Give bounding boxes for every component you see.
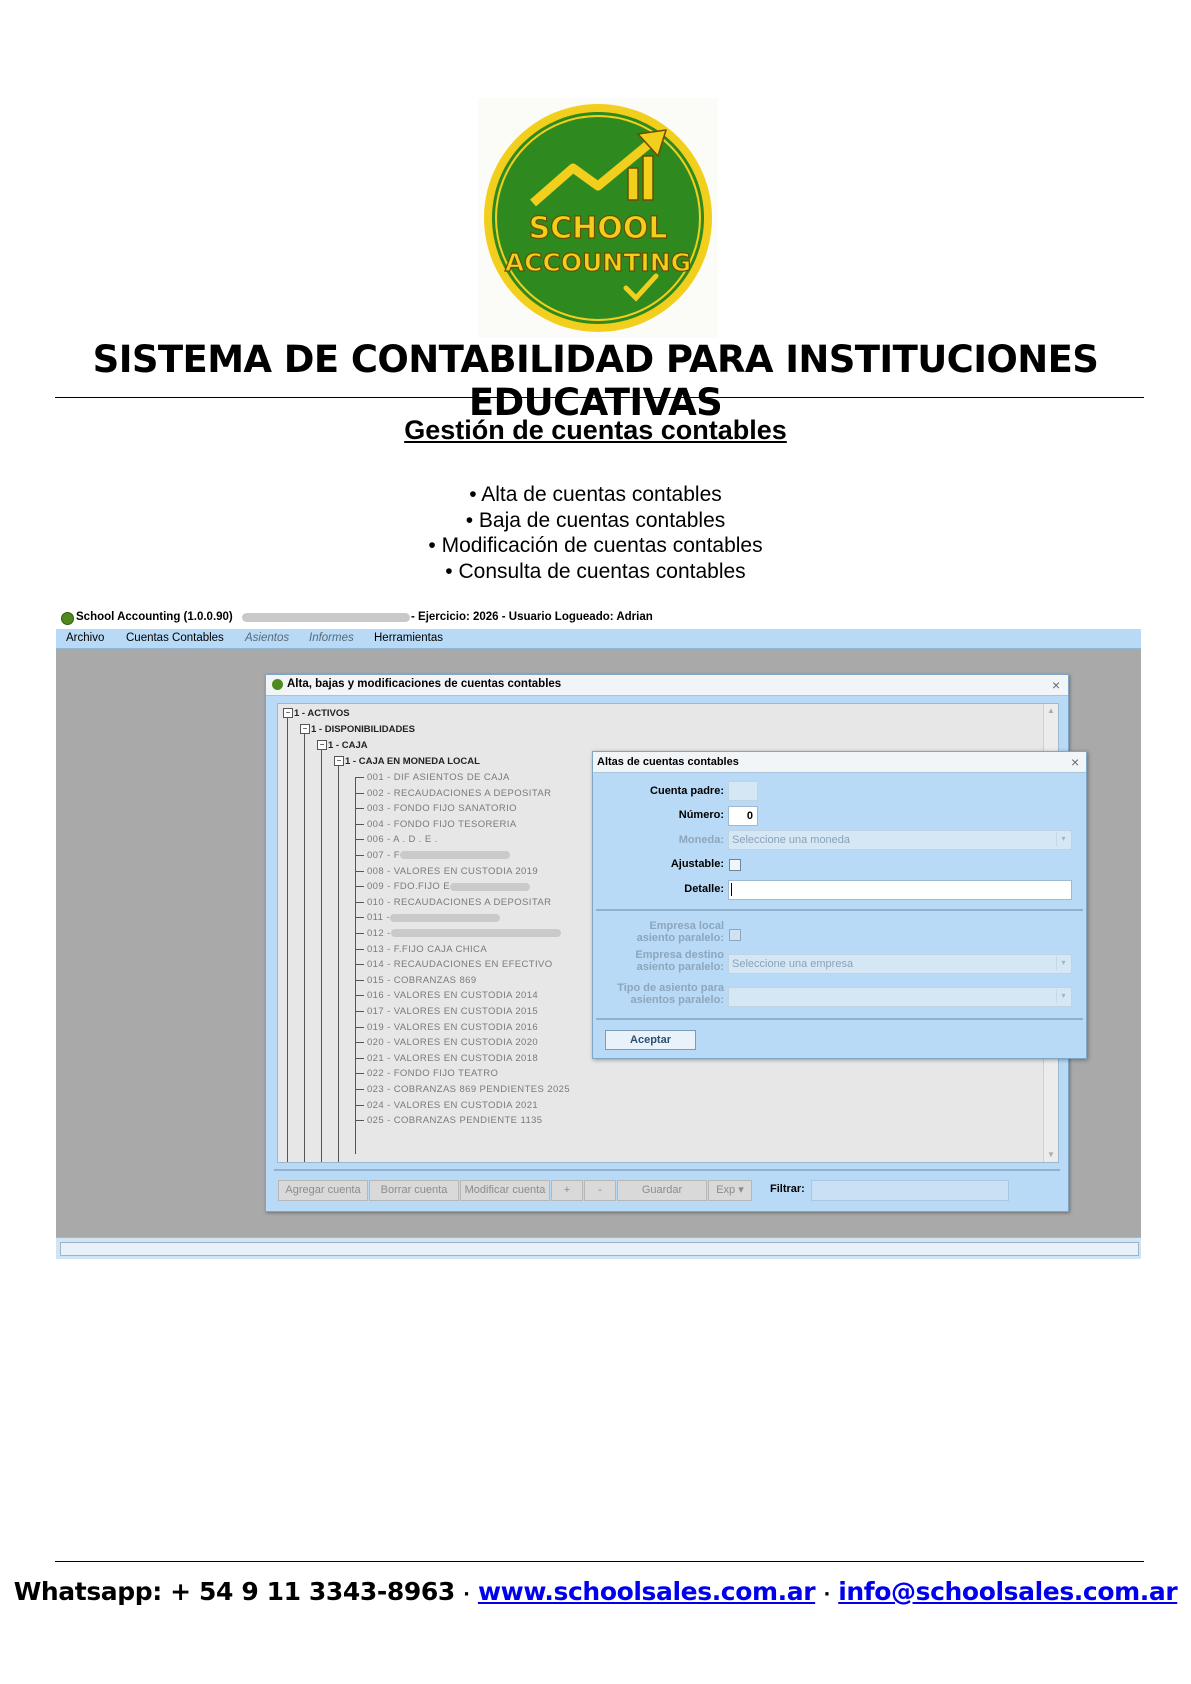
menubar [56,629,1141,649]
tree-branch [355,839,364,840]
export-label: Exp [716,1184,736,1196]
feature-item: • Modificación de cuentas contables [428,534,763,557]
tree-leaf[interactable] [367,944,487,955]
tree-leaf-label: 017 - VALORES EN CUSTODIA 2015 [367,1006,539,1017]
feature-item: • Consulta de cuentas contables [445,559,746,583]
tree-leaf[interactable] [367,803,517,814]
tree-branch [355,1058,364,1059]
whatsapp-contact: Whatsapp: + 54 9 11 3343-8963 [13,1577,455,1606]
tree-leaf[interactable] [367,866,538,877]
tree-leaf[interactable] [367,1115,543,1126]
tree-leaf-label: 020 - VALORES EN CUSTODIA 2020 [367,1037,539,1049]
tree-branch [355,1073,364,1074]
collapse-icon[interactable]: − [283,708,293,718]
tree-leaf[interactable] [367,1068,498,1079]
divider-bottom [55,1561,1144,1562]
website-link[interactable]: www.schoolsales.com.ar [477,1577,816,1606]
expand-all-button[interactable]: + [551,1180,583,1201]
tree-leaf[interactable] [367,928,561,939]
app-logo-icon [272,679,283,690]
close-icon[interactable]: × [1071,754,1080,770]
tree-leaf-label: 010 - RECAUDACIONES A DEPOSITAR [367,896,552,908]
email-link[interactable]: info@schoolsales.com.ar [838,1577,1178,1606]
app-titlebar [56,607,1141,629]
tree-node[interactable]: 1 - ACTIVOS [294,708,350,719]
tree-leaf-label: 008 - VALORES EN CUSTODIA 2019 [367,865,539,877]
adjustable-checkbox[interactable] [729,859,741,871]
tree-branch [355,793,364,794]
feature-item: • Baja de cuentas contables [465,508,726,532]
scroll-up-icon[interactable]: ▲ [1047,706,1055,715]
number-label: Número: [678,809,724,821]
tree-leaf[interactable] [367,1022,538,1033]
new-account-titlebar [593,752,1086,773]
redacted-text [391,929,561,937]
entry-type-label-line1: Tipo de asiento para [617,982,724,994]
tree-leaf-label: 024 - VALORES EN CUSTODIA 2021 [367,1099,539,1111]
tree-branch [355,933,364,934]
app-screenshot [56,607,1141,1258]
tree-leaf-label: 002 - RECAUDACIONES A DEPOSITAR [367,787,552,799]
tree-leaf-label: 015 - COBRANZAS 869 [367,974,477,986]
tree-leaf[interactable] [367,819,517,830]
modify-account-button[interactable]: Modificar cuenta [460,1180,550,1201]
scroll-down-icon[interactable]: ▼ [1047,1150,1055,1159]
entry-type-label [617,982,724,1006]
tree-branch [355,777,364,778]
text-cursor [731,883,732,896]
separator-dot: · [463,1584,470,1605]
contact-footer [0,1577,1191,1606]
menu-herramientas[interactable]: Herramientas [374,632,444,644]
collapse-icon[interactable]: − [300,724,310,734]
entry-type-label-line2: asientos paralelo: [630,994,724,1006]
accounts-toolbar [278,1180,1058,1202]
tree-guide [304,732,305,1162]
tree-leaf-label: 023 - COBRANZAS 869 PENDIENTES 2025 [367,1084,571,1095]
target-company-select[interactable] [728,954,1072,974]
feature-list [0,482,1191,584]
divider [596,1018,1083,1020]
tree-branch [355,980,364,981]
local-company-label-line2: asiento paralelo: [636,932,724,944]
tree-node[interactable]: 1 - DISPONIBILIDADES [311,724,415,735]
divider-top [55,397,1144,398]
tree-leaf-label: 022 - FONDO FIJO TEATRO [367,1068,499,1080]
export-dropdown[interactable] [708,1180,752,1201]
tree-leaf[interactable] [367,959,553,970]
tree-leaf[interactable] [367,1084,570,1095]
chevron-down-icon: ▾ [1056,832,1070,846]
chevron-down-icon: ▾ [738,1184,744,1196]
entry-type-select[interactable] [728,987,1072,1007]
delete-account-button[interactable]: Borrar cuenta [369,1180,459,1201]
save-button[interactable]: Guardar [617,1180,707,1201]
app-title: School Accounting (1.0.0.90) [76,611,233,623]
tree-branch [355,1120,364,1121]
tree-guide [287,716,288,1162]
currency-placeholder: Seleccione una moneda [732,834,851,846]
tree-leaf-label: 001 - DIF ASIENTOS DE CAJA [367,772,510,783]
tree-leaf[interactable] [367,1053,538,1064]
tree-branch [355,871,364,872]
redacted-text [390,914,500,922]
currency-select[interactable] [728,830,1072,850]
tree-branch [355,886,364,887]
tree-node[interactable]: 1 - CAJA EN MONEDA LOCAL [345,756,480,767]
tree-leaf[interactable] [367,834,438,845]
tree-leaf[interactable] [367,1006,538,1017]
tree-leaf[interactable] [367,897,551,908]
school-accounting-logo [478,98,718,338]
app-session-info: - Ejercicio: 2026 - Usuario Logueado: Adrian [411,611,653,623]
tree-leaf-label: 003 - FONDO FIJO SANATORIO [367,803,517,815]
tree-leaf[interactable] [367,788,551,799]
redacted-institution [242,613,410,622]
add-account-button[interactable]: Agregar cuenta [278,1180,368,1201]
new-account-title: Altas de cuentas contables [597,756,739,768]
separator-dot: · [823,1584,830,1605]
parent-account-label: Cuenta padre: [650,785,724,797]
tree-leaf[interactable] [367,1100,538,1111]
section-subtitle: Gestión de cuentas contables [404,415,787,445]
tree-leaf-label: 021 - VALORES EN CUSTODIA 2018 [367,1052,539,1064]
tree-leaf-label: 019 - VALORES EN CUSTODIA 2016 [367,1021,539,1033]
filter-input[interactable] [811,1180,1009,1201]
tree-branch [355,902,364,903]
tree-branch [355,1105,364,1106]
number-field[interactable] [728,806,758,826]
redacted-text [450,883,530,891]
app-logo-icon [61,612,74,625]
company-placeholder: Seleccione una empresa [732,958,854,970]
accounts-window-titlebar [266,675,1068,696]
tree-leaf[interactable] [367,850,510,861]
tree-branch [355,1042,364,1043]
accounts-window-title: Alta, bajas y modificaciones de cuentas contables [287,678,562,690]
tree-leaf[interactable] [367,990,538,1001]
statusbar [56,1237,1141,1259]
filter-label: Filtrar: [770,1183,805,1195]
new-account-dialog [592,751,1087,1059]
number-value: 0 [746,810,753,822]
tree-leaf[interactable] [367,975,477,986]
target-company-label [635,949,724,973]
close-icon[interactable]: × [1052,677,1061,693]
tree-branch [355,1027,364,1028]
local-company-checkbox[interactable] [729,929,741,941]
tree-leaf-label: 007 - F [367,850,400,861]
tree-branch [355,855,364,856]
tree-guide [355,778,356,1154]
collapse-all-button[interactable]: - [584,1180,616,1201]
tree-node[interactable]: 1 - CAJA [328,740,368,751]
menu-archivo[interactable]: Archivo [66,632,105,644]
redacted-text [400,851,510,859]
tree-leaf-label: 014 - RECAUDACIONES EN EFECTIVO [367,959,553,971]
local-company-label-line1: Empresa local [649,920,724,932]
tree-leaf[interactable] [367,881,530,892]
adjustable-label: Ajustable: [670,858,724,870]
tree-branch [355,1011,364,1012]
tree-guide [338,764,339,1162]
tree-leaf-label: 011 - [367,912,390,924]
accept-button[interactable]: Aceptar [605,1030,696,1050]
menu-informes[interactable]: Informes [309,632,354,644]
divider [274,1169,1060,1171]
page-title: SISTEMA DE CONTABILIDAD PARA INSTITUCIONES EDUCATIVAS [92,338,1099,424]
parent-account-field [728,781,758,801]
feature-item: • Alta de cuentas contables [469,483,722,506]
currency-label: Moneda: [678,834,724,846]
tree-branch [355,949,364,950]
tree-leaf-label: 016 - VALORES EN CUSTODIA 2014 [367,990,539,1002]
local-company-label [637,920,724,944]
divider [596,909,1083,911]
tree-leaf[interactable] [367,772,510,783]
tree-branch [355,964,364,965]
logo-text-accounting: ACCOUNTING [504,248,692,277]
tree-leaf-label: 004 - FONDO FIJO TESORERIA [367,818,517,830]
tree-leaf-label: 012 - [367,928,391,939]
collapse-icon[interactable]: − [317,740,327,750]
menu-asientos[interactable]: Asientos [245,632,290,644]
tree-branch [355,808,364,809]
collapse-icon[interactable]: − [334,756,344,766]
tree-leaf-label: 013 - F.FIJO CAJA CHICA [367,943,488,955]
tree-guide [321,748,322,1162]
tree-leaf[interactable] [367,912,500,923]
target-company-label-line2: asiento paralelo: [636,961,724,973]
tree-leaf-label: 025 - COBRANZAS PENDIENTE 1135 [367,1115,543,1127]
tree-branch [355,824,364,825]
chevron-down-icon: ▾ [1056,956,1070,970]
tree-leaf-label: 006 - A . D . E . [367,834,438,846]
tree-leaf[interactable] [367,1037,538,1048]
menu-cuentas-contables[interactable]: Cuentas Contables [126,632,224,644]
tree-leaf-label: 009 - FDO.FIJO E [367,881,450,893]
tree-branch [355,995,364,996]
detail-label: Detalle: [684,883,724,895]
status-progress [60,1242,1139,1256]
logo-text-school: SCHOOL [528,211,668,246]
detail-input[interactable] [728,880,1072,900]
tree-branch [355,1089,364,1090]
chevron-down-icon: ▾ [1056,989,1070,1003]
target-company-label-line1: Empresa destino [635,949,724,961]
tree-branch [355,917,364,918]
